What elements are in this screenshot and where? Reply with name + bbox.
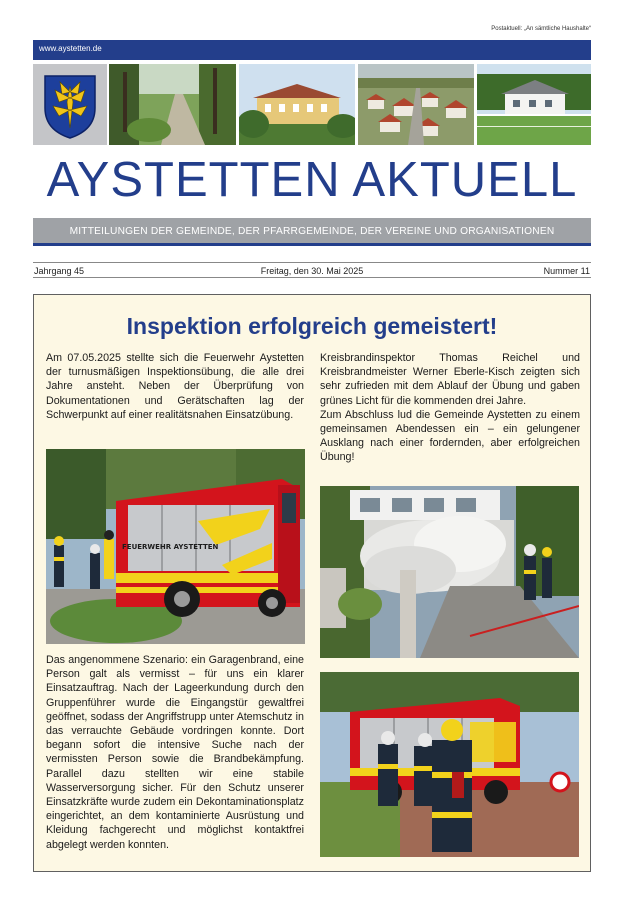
photo-village-aerial <box>358 64 474 145</box>
article-column-right-top <box>320 351 580 465</box>
newsletter-subtitle: MITTEILUNGEN DER GEMEINDE, DER PFARRGEMEINDE, DER VEREINE UND ORGANISATIONEN <box>69 226 555 237</box>
article-paragraph-inspectors: Kreisbrandinspektor Thomas Reichel und Kreisbrandmeister Werner Eberle-Kisch zeigten sich sehr zufrieden mit dem Ablauf der Übung und gaben grünes Licht für die kommenden drei Jahre. <box>320 352 580 407</box>
photo-fire-truck <box>46 449 305 644</box>
website-bar <box>33 40 591 60</box>
photo-firefighters-truck <box>320 672 579 857</box>
issue-volume: Jahrgang 45 <box>34 266 85 276</box>
article-paragraph-dinner: Zum Abschluss lud die Gemeinde Aystetten zu einem gemeinsamen Abendessen ein – ein gelungener Ausklang nach einer fordernden, aber erfolgreichen Übung! <box>320 408 580 464</box>
issue-info-line <box>33 262 591 278</box>
header-photo-strip <box>33 64 591 145</box>
newsletter-title: AYSTETTEN AKTUELL <box>46 153 578 207</box>
website-link[interactable]: www.aystetten.de <box>39 44 102 53</box>
article-box <box>33 294 591 872</box>
photo-historic-building <box>239 64 355 145</box>
truck-lettering: FEUERWEHR AYSTETTEN <box>122 543 219 551</box>
issue-date: Freitag, den 30. Mai 2025 <box>260 266 364 276</box>
issue-number: Nummer 11 <box>543 266 590 276</box>
subtitle-bar <box>33 218 591 246</box>
crest-icon <box>33 64 107 145</box>
photo-sports-clubhouse <box>477 64 591 145</box>
article-headline: Inspektion erfolgreich gemeistert! <box>126 313 498 339</box>
article-paragraph-intro: Am 07.05.2025 stellte sich die Feuerwehr Aystetten der turnusmäßigen Inspektionsübung, die alle drei Jahre ansteht. Neben der Überprüfung von Dokumentationen und Gerätschaften lag der Schwerpunkt auf einer realitätsnahen Einsatzübung. <box>46 352 304 421</box>
municipal-crest <box>33 64 107 145</box>
article-paragraph-scenario: Das angenommene Szenario: ein Garagenbrand, eine Person galt als vermisst – für uns ein klarer Einsatzauftrag. Nach der Lageerkundung durch den Gruppenführer wurde die Eingangstür gewaltfrei geöffnet, sodass der Angriffstrupp unter Atemschutz in das verrauchte Gebäude vordringen konnte. Dort begann sofort die intensive Suche nach der vermissten Person sowie die Brandbekämpfung. Parallel dazu stellten wir eine stabile Wasserversorgung sicher. Für den Schutz unserer Einsatzkräfte wurde zudem ein Dekontaminationsplatz eingerichtet, an dem kontaminierte Ausrüstung und Kleidung fachgerecht und möglichst kontaktfrei abgelegt werden konnten. <box>46 654 304 851</box>
photo-smoke-garage <box>320 486 579 658</box>
postal-note: Postaktuell: „An sämtliche Haushalte“ <box>491 26 591 32</box>
photo-forest-path <box>109 64 236 145</box>
article-column-left-top <box>46 351 304 422</box>
article-column-left-bottom <box>46 653 304 852</box>
